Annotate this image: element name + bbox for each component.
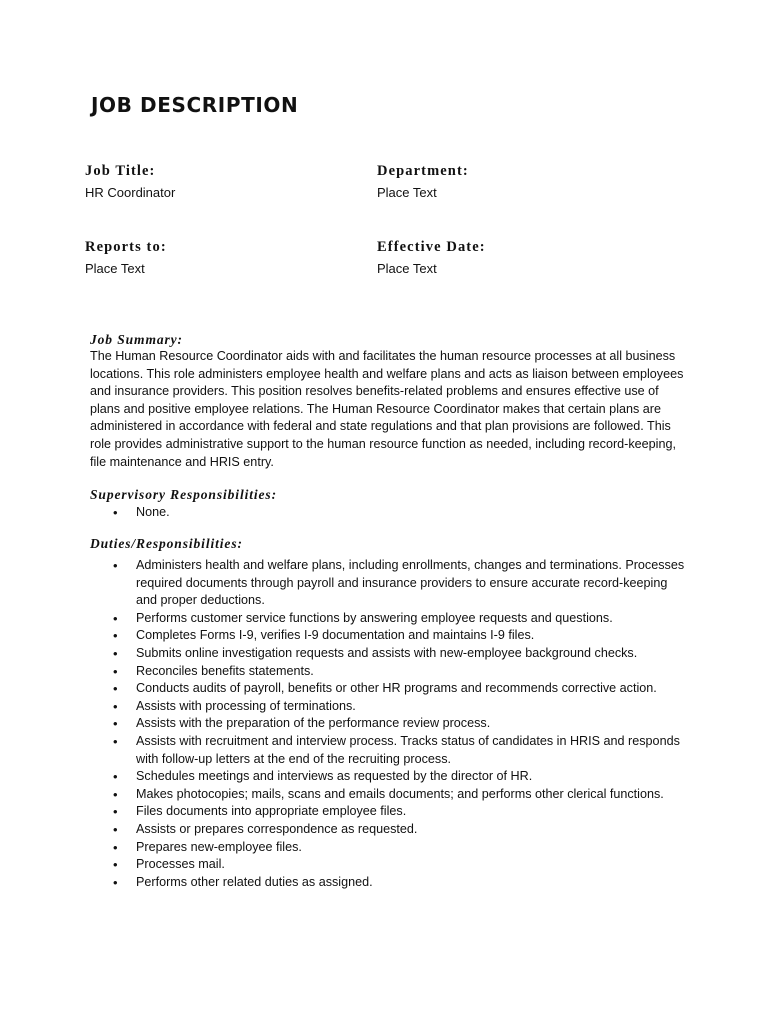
reports-to-value: Place Text xyxy=(85,261,145,276)
list-item: • None. xyxy=(90,504,690,522)
duties-list xyxy=(90,557,690,891)
duties-heading: Duties/Responsibilities: xyxy=(90,536,243,551)
list-item: • Assists with recruitment and interview process. Tracks status of candidates in HRIS and responds with follow-up letters at the end of the recruiting process. xyxy=(90,733,690,768)
list-item: • Assists with processing of terminations. xyxy=(90,698,690,716)
job-summary-heading: Job Summary: xyxy=(90,332,183,347)
department-field xyxy=(377,162,469,201)
list-item: • Processes mail. xyxy=(90,856,690,874)
effective-date-field xyxy=(377,238,486,277)
list-item: • Administers health and welfare plans, including enrollments, changes and terminations. Processes required documents through payroll and insurance providers to ensure accurate record-keeping and proper deductions. xyxy=(90,557,690,610)
job-summary-text: The Human Resource Coordinator aids with and facilitates the human resource processes at all business locations. This role administers employee health and welfare plans and acts as liaison between employees and insurance providers. This position resolves benefits-related problems and ensures effective use of plans and positive employee relations. The Human Resource Coordinator makes that certain plans are administered in accordance with federal and state regulations and that plan provisions are followed. This role provides administrative support to the human resource function as needed, including record-keeping, file maintenance and HRIS entry. xyxy=(90,349,684,469)
supervisory-list xyxy=(90,504,690,522)
job-title-label: Job Title: xyxy=(85,163,156,179)
list-item: • Schedules meetings and interviews as requested by the director of HR. xyxy=(90,768,690,786)
list-item: • Conducts audits of payroll, benefits or other HR programs and recommends corrective action. xyxy=(90,680,690,698)
effective-date-value: Place Text xyxy=(377,261,437,276)
reports-to-field xyxy=(85,238,167,277)
list-item: • Assists or prepares correspondence as requested. xyxy=(90,821,690,839)
list-item: • Completes Forms I-9, verifies I-9 documentation and maintains I-9 files. xyxy=(90,627,690,645)
list-item: • Files documents into appropriate employee files. xyxy=(90,803,690,821)
list-item: • Performs other related duties as assigned. xyxy=(90,874,690,892)
effective-date-label: Effective Date: xyxy=(377,239,486,255)
document-title: JOB DESCRIPTION xyxy=(91,93,299,117)
list-item: • Assists with the preparation of the performance review process. xyxy=(90,715,690,733)
department-label: Department: xyxy=(377,163,469,179)
job-title-field xyxy=(85,162,175,201)
supervisory-heading: Supervisory Responsibilities: xyxy=(90,487,277,502)
list-item: • Makes photocopies; mails, scans and emails documents; and performs other clerical functions. xyxy=(90,786,690,804)
list-item: • Submits online investigation requests and assists with new-employee background checks. xyxy=(90,645,690,663)
list-item: • Performs customer service functions by answering employee requests and questions. xyxy=(90,610,690,628)
list-item: • Prepares new-employee files. xyxy=(90,839,690,857)
list-item: • Reconciles benefits statements. xyxy=(90,663,690,681)
reports-to-label: Reports to: xyxy=(85,239,167,255)
job-title-value: HR Coordinator xyxy=(85,185,176,200)
department-value: Place Text xyxy=(377,185,437,200)
